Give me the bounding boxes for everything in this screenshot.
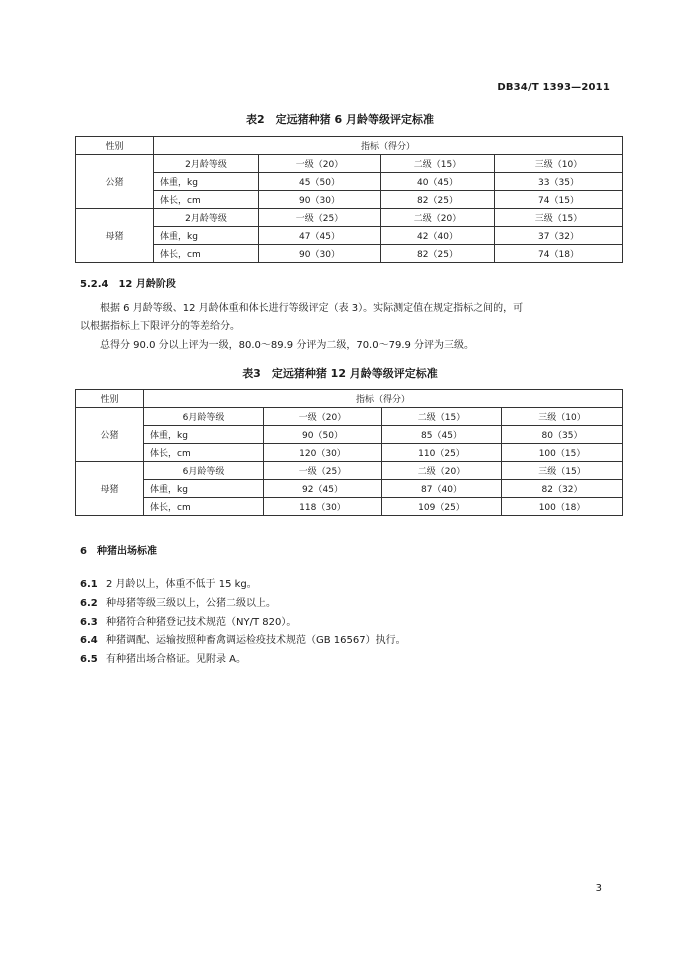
table-cell: 90（50） (264, 426, 382, 444)
paragraph: 总得分 90.0 分以上评为一级，80.0～89.9 分评为二级，70.0～79.9 分评为三级。 (100, 340, 475, 351)
table-row (76, 245, 623, 263)
table-cell: 三级（10） (502, 408, 623, 426)
clause-text: 种猪调配、运输按照种畜禽调运检疫技术规范（GB 16567）执行。 (106, 635, 406, 646)
table-cell: 87（40） (382, 480, 502, 498)
table-cell: 体长，cm (154, 191, 259, 209)
table-cell: 74（18） (495, 245, 623, 263)
table-cell: 三级（15） (495, 209, 623, 227)
table-cell: 体长，cm (144, 498, 264, 516)
sex-label-female: 母猪 (76, 462, 144, 516)
header-sex: 性别 (76, 137, 154, 155)
clause-6-2 (80, 594, 276, 609)
table-cell: 82（25） (381, 245, 495, 263)
table-row (76, 480, 623, 498)
clause-number: 6.4 (80, 635, 98, 646)
table3 (75, 389, 623, 516)
table-cell: 二级（15） (382, 408, 502, 426)
clause-6-3 (80, 613, 296, 628)
table-row (76, 426, 623, 444)
section-heading-5-2-4: 5.2.4 12 月龄阶段 (80, 279, 176, 290)
clause-6-4 (80, 631, 406, 646)
table-cell: 体重，kg (144, 426, 264, 444)
table-row (76, 173, 623, 191)
clause-text: 种猪符合种猪登记技术规范（NY/T 820）。 (106, 617, 297, 628)
table-row (76, 498, 623, 516)
clause-6-5 (80, 650, 246, 665)
document-code: DB34/T 1393—2011 (497, 82, 610, 93)
table-cell: 92（45） (264, 480, 382, 498)
table-cell: 2月龄等级 (154, 209, 259, 227)
table-cell: 一级（25） (264, 462, 382, 480)
header-sex: 性别 (76, 390, 144, 408)
table-cell: 三级（10） (495, 155, 623, 173)
table-cell: 100（18） (502, 498, 623, 516)
table-header-row (76, 137, 623, 155)
table-row (76, 462, 623, 480)
header-index: 指标（得分） (154, 137, 623, 155)
table-cell: 体重，kg (154, 173, 259, 191)
table-cell: 82（25） (381, 191, 495, 209)
table3-title: 表3 定远猪种猪 12 月龄等级评定标准 (242, 367, 438, 380)
table-cell: 74（15） (495, 191, 623, 209)
clause-number: 6.5 (80, 654, 98, 665)
table-cell: 118（30） (264, 498, 382, 516)
table-cell: 6月龄等级 (144, 462, 264, 480)
table-cell: 90（30） (259, 191, 381, 209)
clause-number: 6.2 (80, 598, 98, 609)
table-cell: 6月龄等级 (144, 408, 264, 426)
table2-title: 表2 定远猪种猪 6 月龄等级评定标准 (246, 113, 434, 126)
table-cell: 体重，kg (144, 480, 264, 498)
table-row (76, 408, 623, 426)
table-cell: 40（45） (381, 173, 495, 191)
clause-6-1 (80, 575, 257, 590)
table-cell: 体重，kg (154, 227, 259, 245)
table-cell: 体长，cm (144, 444, 264, 462)
table-row (76, 227, 623, 245)
clause-number: 6.1 (80, 579, 98, 590)
table-cell: 二级（20） (382, 462, 502, 480)
table-cell: 110（25） (382, 444, 502, 462)
paragraph-line: 以根据指标上下限评分的等差给分。 (80, 321, 240, 332)
table-cell: 一级（20） (264, 408, 382, 426)
table-row (76, 444, 623, 462)
section-heading-6: 6 种猪出场标准 (80, 546, 157, 557)
table-cell: 47（45） (259, 227, 381, 245)
table-header-row (76, 390, 623, 408)
table-cell: 120（30） (264, 444, 382, 462)
table-cell: 45（50） (259, 173, 381, 191)
table-cell: 33（35） (495, 173, 623, 191)
clause-text: 有种猪出场合格证。见附录 A。 (106, 654, 247, 665)
header-index: 指标（得分） (144, 390, 623, 408)
table-cell: 一级（25） (259, 209, 381, 227)
sex-label-male: 公猪 (76, 155, 154, 209)
table-cell: 二级（20） (381, 209, 495, 227)
clause-number: 6.3 (80, 617, 98, 628)
table-row (76, 155, 623, 173)
table-cell: 2月龄等级 (154, 155, 259, 173)
paragraph-line: 根据 6 月龄等级、12 月龄体重和体长进行等级评定（表 3）。实际测定值在规定指标之间的，可 (100, 303, 524, 314)
table2 (75, 136, 623, 263)
clause-text: 2 月龄以上，体重不低于 15 kg。 (106, 579, 257, 590)
page-number: 3 (595, 883, 602, 894)
table-cell: 体长，cm (154, 245, 259, 263)
table-cell: 二级（15） (381, 155, 495, 173)
clause-text: 种母猪等级三级以上，公猪二级以上。 (106, 598, 276, 609)
table-row (76, 209, 623, 227)
table-cell: 82（32） (502, 480, 623, 498)
table-cell: 109（25） (382, 498, 502, 516)
sex-label-male: 公猪 (76, 408, 144, 462)
table-cell: 80（35） (502, 426, 623, 444)
table-cell: 三级（15） (502, 462, 623, 480)
sex-label-female: 母猪 (76, 209, 154, 263)
table-cell: 85（45） (382, 426, 502, 444)
table-cell: 100（15） (502, 444, 623, 462)
table-cell: 37（32） (495, 227, 623, 245)
table-cell: 一级（20） (259, 155, 381, 173)
table-row (76, 191, 623, 209)
table-cell: 90（30） (259, 245, 381, 263)
table-cell: 42（40） (381, 227, 495, 245)
